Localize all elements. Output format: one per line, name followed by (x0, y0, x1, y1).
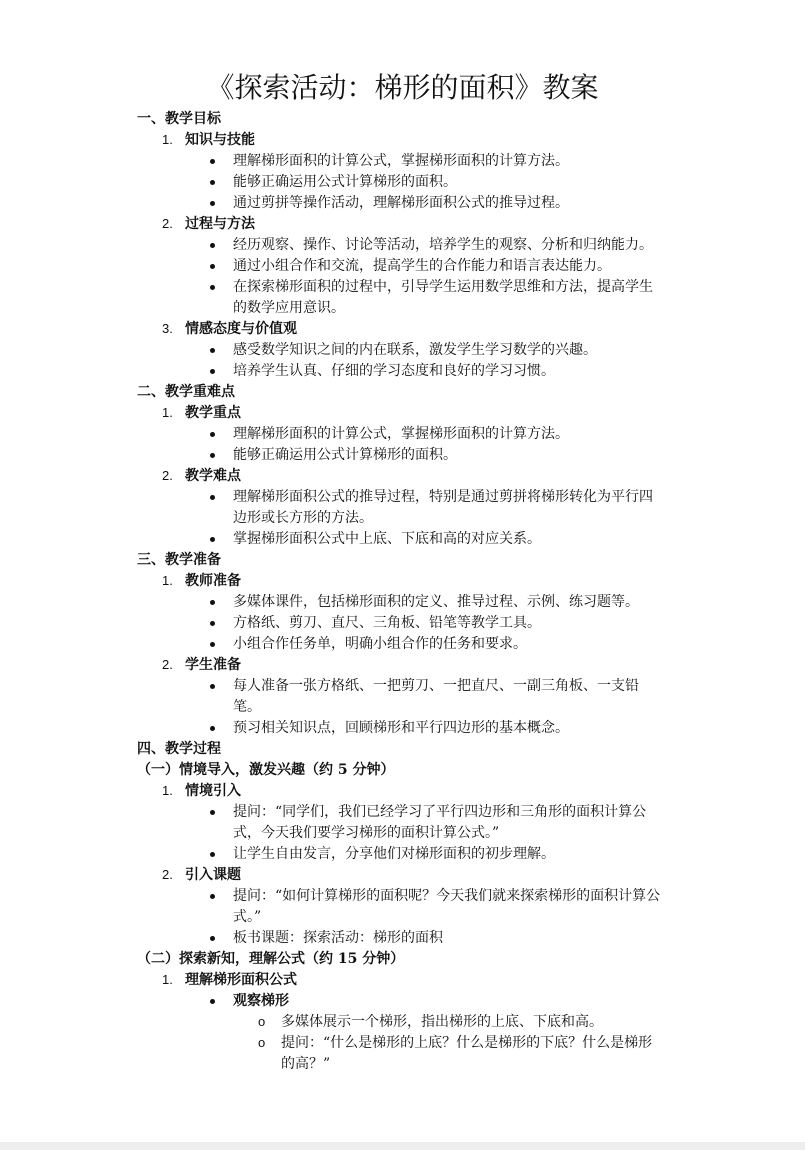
list-item: 理解梯形面积的计算公式，掌握梯形面积的计算方法。 (233, 426, 569, 442)
list-item-heading: 观察梯形 (233, 993, 289, 1009)
subsection-heading: 情感态度与价值观 (185, 321, 297, 337)
subsection-heading: （一）情境导入，激发兴趣（约 5 分钟） (137, 762, 395, 778)
list-number: 1. (162, 573, 173, 588)
list-item: 每人准备一张方格纸、一把剪刀、一把直尺、一副三角板、一支铅 (233, 678, 639, 694)
section-heading: 三、教学准备 (137, 552, 221, 568)
list-item: 能够正确运用公式计算梯形的面积。 (233, 174, 457, 190)
bullet-icon (210, 201, 215, 206)
bullet-icon (210, 369, 215, 374)
circle-bullet-icon: o (258, 1035, 266, 1050)
bullet-icon (210, 495, 215, 500)
bullet-icon (210, 453, 215, 458)
bullet-icon (210, 642, 215, 647)
list-item: 培养学生认真、仔细的学习态度和良好的学习习惯。 (233, 363, 555, 379)
circle-bullet-icon: o (258, 1014, 266, 1029)
subsection-heading: 情境引入 (185, 783, 241, 799)
list-item: 经历观察、操作、讨论等活动，培养学生的观察、分析和归纳能力。 (233, 237, 653, 253)
bullet-icon (210, 348, 215, 353)
list-item-continuation: 式。” (233, 909, 262, 925)
bullet-icon (210, 537, 215, 542)
list-item: 理解梯形面积的计算公式，掌握梯形面积的计算方法。 (233, 153, 569, 169)
list-item: 通过小组合作和交流，提高学生的合作能力和语言表达能力。 (233, 258, 611, 274)
bullet-icon (210, 600, 215, 605)
bullet-icon (210, 159, 215, 164)
bullet-icon (210, 936, 215, 941)
list-number: 1. (162, 132, 173, 147)
section-heading: 二、教学重难点 (137, 384, 235, 400)
bullet-icon (210, 684, 215, 689)
section-heading: 四、教学过程 (137, 741, 221, 757)
subsection-heading: （二）探索新知，理解公式（约 15 分钟） (137, 951, 405, 967)
list-item: 通过剪拼等操作活动，理解梯形面积公式的推导过程。 (233, 195, 569, 211)
list-item: 提问：“什么是梯形的上底？什么是梯形的下底？什么是梯形 (281, 1035, 653, 1051)
list-number: 3. (162, 321, 173, 336)
subsection-heading: 教学重点 (185, 405, 241, 421)
list-number: 2. (162, 657, 173, 672)
list-item: 在探索梯形面积的过程中，引导学生运用数学思维和方法，提高学生 (233, 279, 653, 295)
list-item: 提问：“如何计算梯形的面积呢？今天我们就来探索梯形的面积计算公 (233, 888, 661, 904)
bullet-icon (210, 999, 215, 1004)
bullet-icon (210, 432, 215, 437)
list-number: 2. (162, 867, 173, 882)
list-item: 能够正确运用公式计算梯形的面积。 (233, 447, 457, 463)
bullet-icon (210, 726, 215, 731)
list-item: 感受数学知识之间的内在联系，激发学生学习数学的兴趣。 (233, 342, 597, 358)
list-item: 多媒体展示一个梯形，指出梯形的上底、下底和高。 (281, 1014, 603, 1030)
list-item-continuation: 式，今天我们要学习梯形的面积计算公式。” (233, 825, 500, 841)
subsection-heading: 知识与技能 (185, 132, 255, 148)
bullet-icon (210, 810, 215, 815)
list-item-continuation: 边形或长方形的方法。 (233, 510, 373, 526)
subsection-heading: 教学难点 (185, 468, 241, 484)
document-title: 《探索活动：梯形的面积》教案 (206, 71, 599, 104)
list-number: 2. (162, 468, 173, 483)
list-item: 理解梯形面积公式的推导过程，特别是通过剪拼将梯形转化为平行四 (233, 489, 653, 505)
list-number: 1. (162, 972, 173, 987)
list-number: 1. (162, 405, 173, 420)
bullet-icon (210, 243, 215, 248)
bullet-icon (210, 621, 215, 626)
bullet-icon (210, 264, 215, 269)
bullet-icon (210, 852, 215, 857)
list-item: 让学生自由发言，分享他们对梯形面积的初步理解。 (233, 846, 555, 862)
list-item-continuation: 的数学应用意识。 (233, 300, 345, 316)
subsection-heading: 过程与方法 (185, 216, 255, 232)
list-item: 小组合作任务单，明确小组合作的任务和要求。 (233, 636, 527, 652)
list-item: 多媒体课件，包括梯形面积的定义、推导过程、示例、练习题等。 (233, 594, 639, 610)
list-item: 方格纸、剪刀、直尺、三角板、铅笔等教学工具。 (233, 615, 541, 631)
section-heading: 一、教学目标 (137, 111, 221, 127)
list-item: 掌握梯形面积公式中上底、下底和高的对应关系。 (233, 531, 541, 547)
list-item: 提问：“同学们，我们已经学习了平行四边形和三角形的面积计算公 (233, 804, 647, 820)
list-item: 板书课题：探索活动：梯形的面积 (233, 930, 443, 946)
list-item-continuation: 笔。 (233, 699, 261, 715)
list-item: 预习相关知识点，回顾梯形和平行四边形的基本概念。 (233, 720, 569, 736)
list-number: 1. (162, 783, 173, 798)
bullet-icon (210, 894, 215, 899)
bullet-icon (210, 285, 215, 290)
list-item-continuation: 的高？” (281, 1056, 331, 1072)
list-number: 2. (162, 216, 173, 231)
subsection-heading: 教师准备 (185, 573, 241, 589)
subsection-heading: 引入课题 (185, 867, 241, 883)
subsection-heading: 理解梯形面积公式 (185, 972, 297, 988)
bullet-icon (210, 180, 215, 185)
subsection-heading: 学生准备 (185, 657, 241, 673)
